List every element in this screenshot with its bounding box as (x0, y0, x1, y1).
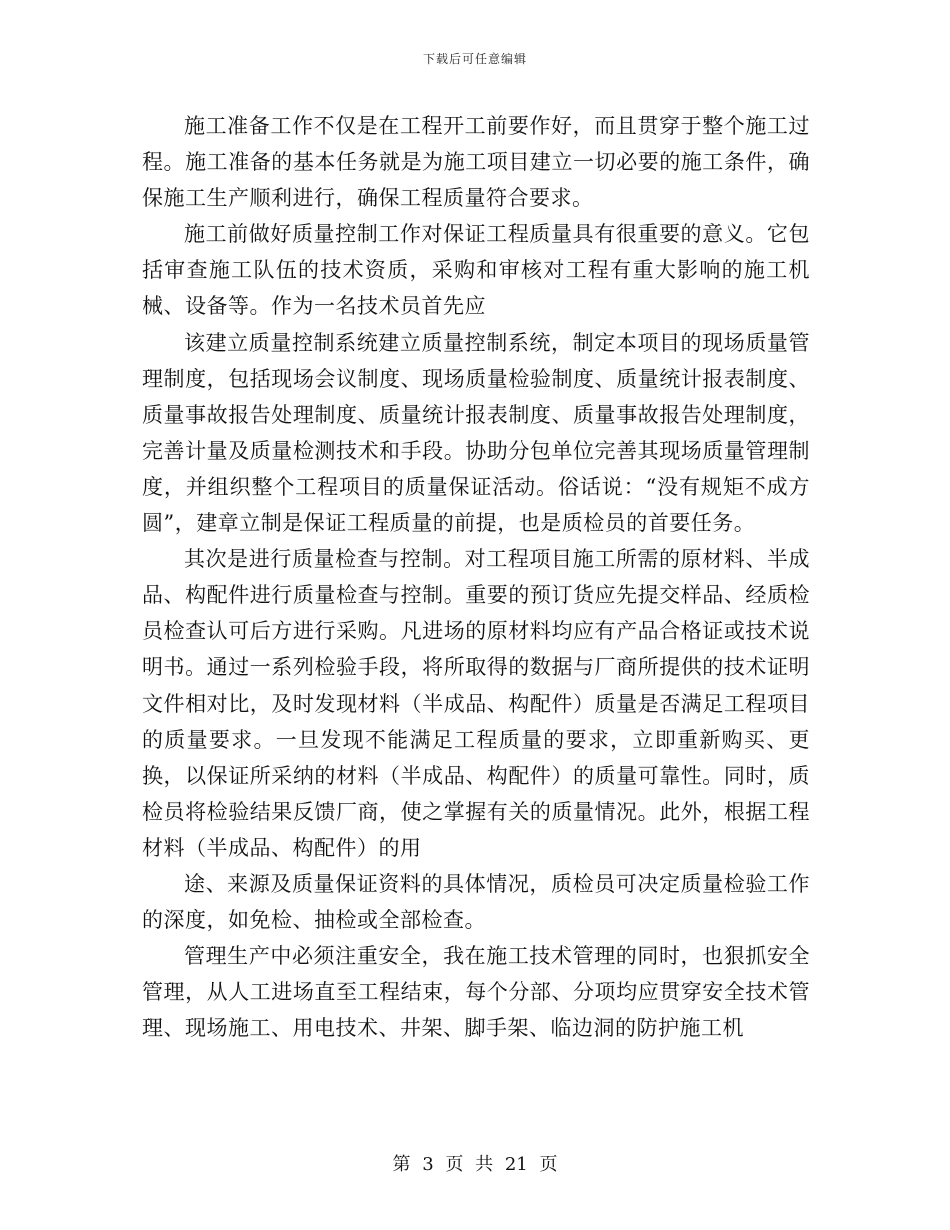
paragraph-3: 该建立质量控制系统建立质量控制系统，制定本项目的现场质量管理制度，包括现场会议制度、现场质量检验制度、质量统计报表制度、质量事故报告处理制度、质量统计报表制度、质量事故报告处理制度，完善计量及质量检测技术和手段。协助分包单位完善其现场质量管理制度，并组织整个工程项目的质量保证活动。俗话说：“没有规矩不成方圆”，建章立制是保证工程质量的前提，也是质检员的首要任务。 (142, 330, 810, 536)
paragraph-4: 其次是进行质量检查与控制。对工程项目施工所需的原材料、半成品、构配件进行质量检查与控制。重要的预订货应先提交样品、经质检员检查认可后方进行采购。凡进场的原材料均应有产品合格证或技术说明书。通过一系列检验手段，将所取得的数据与厂商所提供的技术证明文件相对比，及时发现材料（半成品、构配件）质量是否满足工程项目的质量要求。一旦发现不能满足工程质量的要求，立即重新购买、更换，以保证所采纳的材料（半成品、构配件）的质量可靠性。同时，质检员将检验结果反馈厂商，使之掌握有关的质量情况。此外，根据工程材料（半成品、构配件）的用 (142, 547, 810, 860)
page-number: 第 3 页 共 21 页 (392, 1154, 558, 1175)
paragraph-5: 途、来源及质量保证资料的具体情况，质检员可决定质量检验工作的深度，如免检、抽检或全部检查。 (142, 871, 810, 933)
page-header: 下载后可任意编辑 (422, 52, 527, 66)
paragraph-6: 管理生产中必须注重安全，我在施工技术管理的同时，也狠抓安全管理，从人工进场直至工程结束，每个分部、分项均应贯穿安全技术管理、现场施工、用电技术、井架、脚手架、临边洞的防护施工机 (142, 944, 810, 1041)
document-body (142, 108, 810, 1046)
paragraph-1: 施工准备工作不仅是在工程开工前要作好，而且贯穿于整个施工过程。施工准备的基本任务就是为施工项目建立一切必要的施工条件，确保施工生产顺利进行，确保工程质量符合要求。 (142, 114, 810, 211)
paragraph-2: 施工前做好质量控制工作对保证工程质量具有很重要的意义。它包括审查施工队伍的技术资质，采购和审核对工程有重大影响的施工机械、设备等。作为一名技术员首先应 (142, 222, 810, 319)
